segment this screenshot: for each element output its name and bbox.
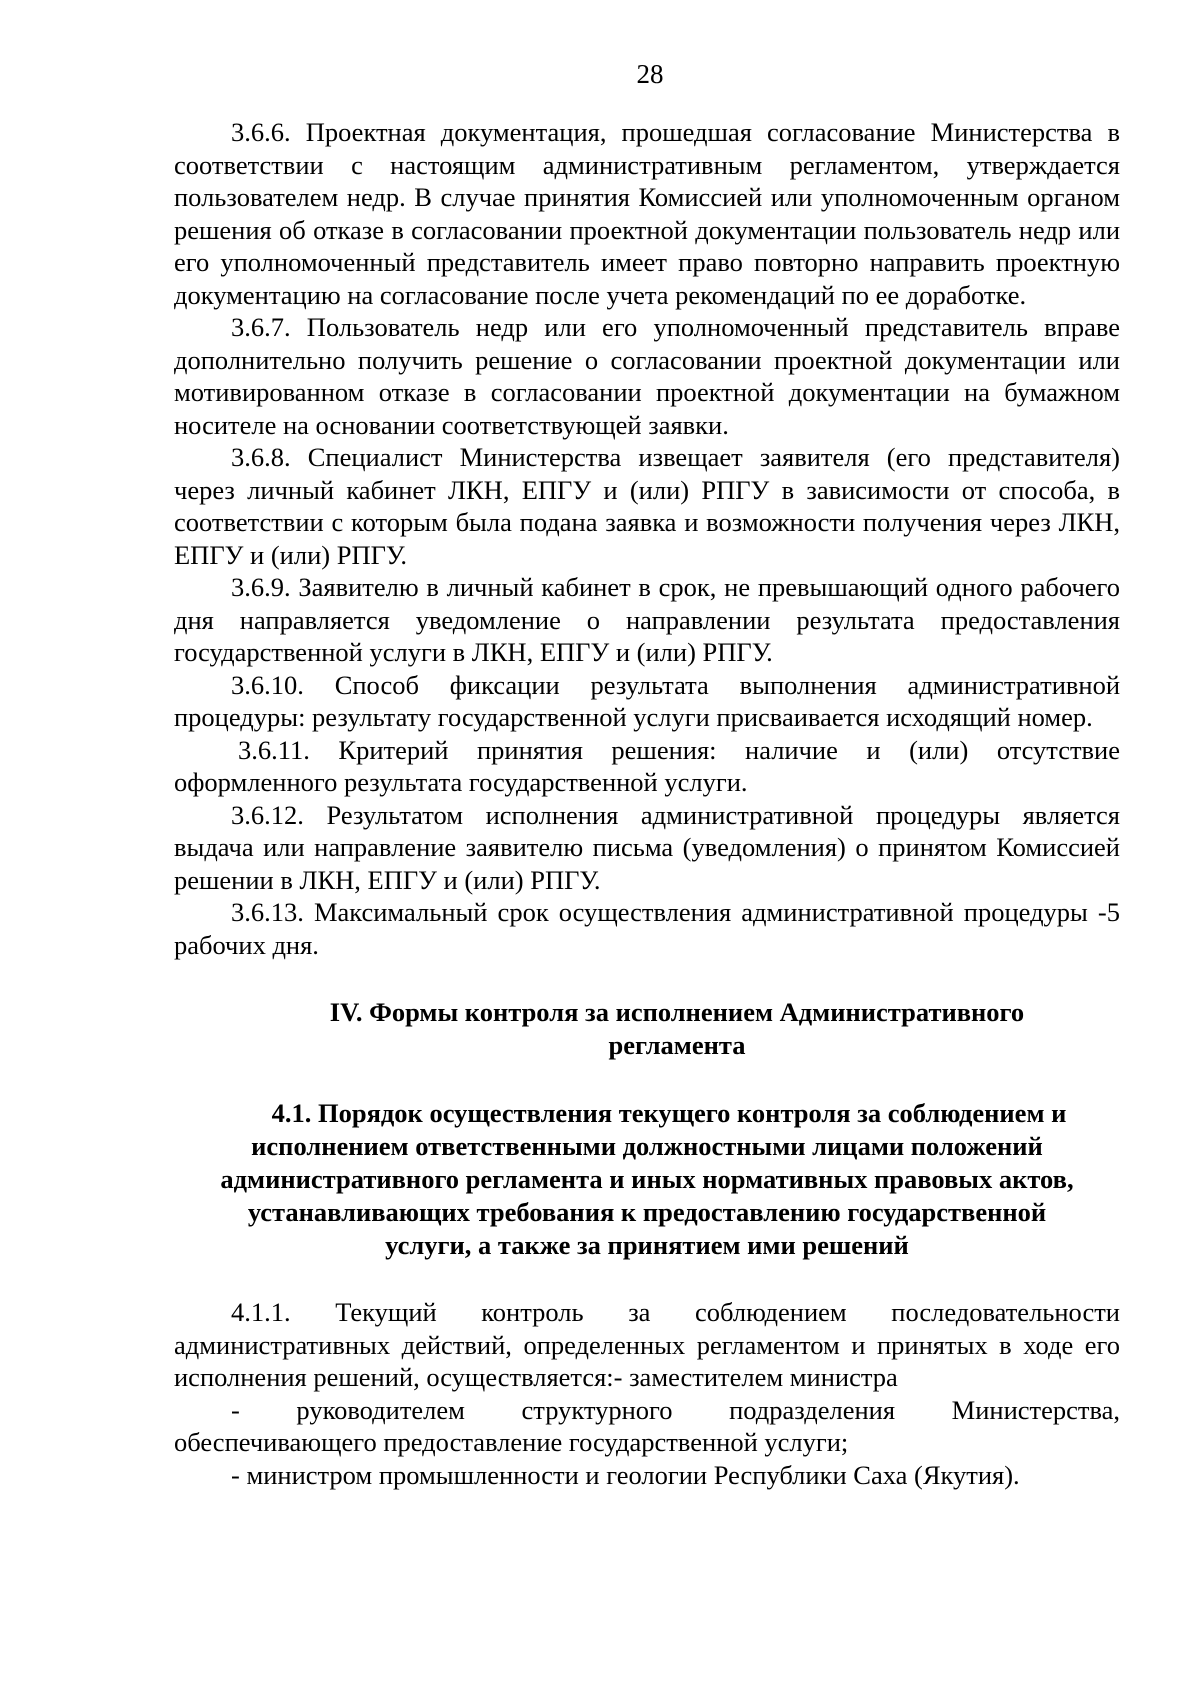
paragraph-3-6-8: 3.6.8. Специалист Министерства извещает заявителя (его представителя) через личный кабинет ЛКН, ЕПГУ и (или) РПГУ в зависимости от способа, в соответствии с которым была подана заявка и возможности получения через ЛКН, ЕПГУ и (или) РПГУ. (174, 442, 1120, 570)
subsection-heading-line-4: устанавливающих требования к предоставлению государственной (247, 1197, 1047, 1227)
subsection-heading-line-3: административного регламента и иных нормативных правовых актов, (220, 1164, 1074, 1194)
document-body (174, 116, 1120, 1491)
subsection-heading (174, 1097, 1120, 1262)
subsection-heading-line-5: услуги, а также за принятием ими решений (385, 1230, 909, 1260)
page-number: 28 (636, 59, 664, 89)
paragraph-3-6-6: 3.6.6. Проектная документация, прошедшая согласование Министерства в соответствии с настоящим административным регламентом, утверждается пользователем недр. В случае принятия Комиссией или уполномоченным органом решения об отказе в согласовании проектной документации пользователь недр или его уполномоченный представитель имеет право повторно направить проектную документацию на согласование после учета рекомендаций по ее доработке. (174, 117, 1120, 310)
subsection-heading-line-2: исполнением ответственными должностными лицами положений (251, 1131, 1043, 1161)
paragraph-3-6-11: 3.6.11. Критерий принятия решения: наличие и (или) отсутствие оформленного результата государственной услуги. (174, 734, 1120, 797)
subsection-heading-line-1: 4.1. Порядок осуществления текущего контроля за соблюдением и (271, 1098, 1067, 1128)
list-item-department-head: - руководителем структурного подразделения Министерства, обеспечивающего предоставление государственной услуги; (174, 1394, 1120, 1457)
section-heading (174, 996, 1120, 1062)
spacer (174, 1262, 1120, 1296)
section-heading-line-2: регламента (608, 1030, 746, 1060)
paragraph-3-6-13: 3.6.13. Максимальный срок осуществления административной процедуры -5 рабочих дня. (174, 897, 1120, 960)
paragraph-3-6-12: 3.6.12. Результатом исполнения административной процедуры является выдача или направление заявителю письма (уведомления) о принятом Комиссией решении в ЛКН, ЕПГУ и (или) РПГУ. (174, 799, 1120, 895)
paragraph-3-6-10: 3.6.10. Способ фиксации результата выполнения административной процедуры: результату государственной услуги присваивается исходящий номер. (174, 669, 1120, 732)
paragraph-4-1-1: 4.1.1. Текущий контроль за соблюдением последовательности административных действий, определенных регламентом и принятых в ходе его исполнения решений, осуществляется:- заместителем министра (174, 1297, 1120, 1392)
section-heading-line-1: IV. Формы контроля за исполнением Административного (329, 997, 1025, 1027)
paragraph-3-6-9: 3.6.9. Заявителю в личный кабинет в срок, не превышающий одного рабочего дня направляется уведомление о направлении результата предоставления государственной услуги в ЛКН, ЕПГУ и (или) РПГУ. (174, 572, 1120, 667)
list-item-minister: - министром промышленности и геологии Республики Саха (Якутия). (231, 1459, 1020, 1490)
paragraph-3-6-7: 3.6.7. Пользователь недр или его уполномоченный представитель вправе дополнительно получить решение о согласовании проектной документации или мотивированном отказе в согласовании проектной документации на бумажном носителе на основании соответствующей заявки. (174, 312, 1120, 440)
